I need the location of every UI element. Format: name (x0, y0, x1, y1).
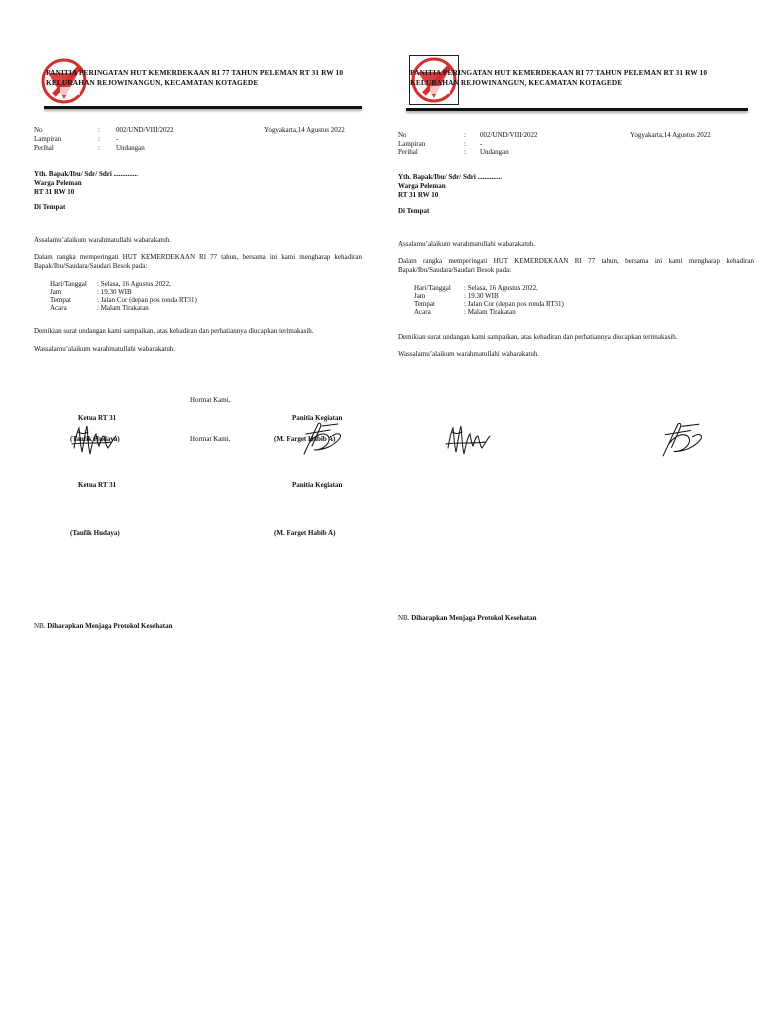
closing-paragraph: Demikian surat undangan kami sampaikan, atas kehadiran dan perhatiannya diucapkan terimakasih. (34, 327, 314, 335)
header-divider (406, 108, 748, 111)
lampiran-separator: : (98, 135, 100, 143)
perihal-label: Perihal (34, 144, 54, 152)
ketua-name: (Taufik Hudaya) (70, 529, 120, 537)
schedule-label: Acara (50, 304, 67, 312)
perihal-separator: : (464, 148, 466, 156)
invitation-letter-right (384, 0, 768, 1024)
place-date: Yogyakarta,14 Agustus 2022 (264, 126, 345, 134)
header-line-1: PANITIA PERINGATAN HUT KEMERDEKAAN RI 77 TAHUN PELEMAN RT 31 RW 10 (46, 68, 344, 77)
recipient-line-1: Yth. Bapak/Ibu/ Sdr/ Sdri .............. (398, 173, 503, 181)
no-label: No (398, 131, 407, 139)
schedule-value: : Selasa, 16 Agustus 2022, (97, 280, 171, 288)
ketua-title: Ketua RT 31 (78, 414, 117, 422)
no-separator: : (464, 131, 466, 139)
nb-note (398, 614, 537, 623)
perihal-label: Perihal (398, 148, 418, 156)
header-divider (44, 106, 362, 109)
greeting: Assalamu’alaikum warahmatullahi wabarakatuh. (34, 236, 172, 244)
lampiran-value: - (116, 135, 119, 143)
nb-prefix: NB. (34, 622, 46, 630)
intro-paragraph: Dalam rangka memperingati HUT KEMERDEKAAN RI 77 tahun, bersama ini kami mengharap kehadiran Bapak/Ibu/Saudara/Saudari Besok pada: (34, 253, 362, 270)
salam-penutup: Wassalamu’alaikum warahmatullahi wabarakatuh. (34, 345, 176, 353)
recipient-line-3: RT 31 RW 10 (34, 188, 75, 196)
nb-text: Diharapkan Menjaga Protokol Kesehatan (47, 622, 173, 630)
ketua-signature-icon (442, 422, 498, 458)
schedule-label: Acara (414, 308, 431, 316)
intro-paragraph: Dalam rangka memperingati HUT KEMERDEKAAN RI 77 tahun, bersama ini kami mengharap kehadiran Bapak/Ibu/Saudara/Saudari Besok pada: (398, 257, 754, 274)
recipient-line-4: Di Tempat (398, 207, 430, 215)
schedule-value: : Malam Tirakatan (97, 304, 149, 312)
perihal-value: Undangan (480, 148, 509, 156)
schedule-value: : 19.30 WIB (464, 292, 499, 300)
lampiran-label: Lampiran (398, 140, 426, 148)
perihal-separator: : (98, 144, 100, 152)
recipient-line-1: Yth. Bapak/Ibu/ Sdr/ Sdri .............. (34, 170, 139, 178)
no-separator: : (98, 126, 100, 134)
greeting: Assalamu’alaikum warahmatullahi wabarakatuh. (398, 240, 536, 248)
closing-paragraph: Demikian surat undangan kami sampaikan, atas kehadiran dan perhatiannya diucapkan terimakasih. (398, 333, 678, 341)
hormat-kami: Hormat Kami, (190, 435, 231, 443)
place-date: Yogyakarta,14 Agustus 2022 (630, 131, 711, 139)
schedule-value: : Selasa, 16 Agustus 2022, (464, 284, 538, 292)
no-value: 002/UND/VIII/2022 (116, 126, 174, 134)
recipient-line-2: Warga Peleman (34, 179, 82, 187)
schedule-label: Hari/Tanggal (50, 280, 87, 288)
hormat-kami: Hormat Kami, (190, 396, 231, 404)
lampiran-separator: : (464, 140, 466, 148)
recipient-line-2: Warga Peleman (398, 182, 446, 190)
lampiran-label: Lampiran (34, 135, 62, 143)
schedule-label: Jam (50, 288, 62, 296)
header-line-2: KELURAHAN REJOWINANGUN, KECAMATAN KOTAGEDE (410, 78, 623, 87)
ketua-title: Ketua RT 31 (78, 481, 117, 489)
schedule-value: : Jalan Cor (depan pos ronda RT31) (97, 296, 197, 304)
schedule-label: Jam (414, 292, 426, 300)
schedule-label: Tempat (50, 296, 71, 304)
schedule-label: Tempat (414, 300, 435, 308)
schedule-value: : 19.30 WIB (97, 288, 132, 296)
recipient-line-3: RT 31 RW 10 (398, 191, 439, 199)
nb-note (34, 622, 173, 631)
schedule-value: : Jalan Cor (depan pos ronda RT31) (464, 300, 564, 308)
ketua-name: (Taufik Hudaya) (70, 435, 120, 443)
perihal-value: Undangan (116, 144, 145, 152)
lampiran-value: - (480, 140, 483, 148)
header-line-2: KELURAHAN REJOWINANGUN, KECAMATAN KOTAGEDE (46, 78, 259, 87)
nb-text: Diharapkan Menjaga Protokol Kesehatan (411, 614, 537, 622)
salam-penutup: Wassalamu’alaikum warahmatullahi wabarakatuh. (398, 350, 540, 358)
schedule-label: Hari/Tanggal (414, 284, 451, 292)
schedule-value: : Malam Tirakatan (464, 308, 516, 316)
recipient-line-4: Di Tempat (34, 203, 66, 211)
panitia-title: Panitia Kegiatan (292, 481, 343, 489)
panitia-name: (M. Farget Habib A) (274, 435, 336, 443)
header-line-1: PANITIA PERINGATAN HUT KEMERDEKAAN RI 77 TAHUN PELEMAN RT 31 RW 10 (410, 68, 708, 77)
no-label: No (34, 126, 43, 134)
no-value: 002/UND/VIII/2022 (480, 131, 538, 139)
panitia-signature-icon (654, 420, 708, 460)
panitia-title: Panitia Kegiatan (292, 414, 343, 422)
nb-prefix: NB. (398, 614, 410, 622)
panitia-name: (M. Farget Habib A) (274, 529, 336, 537)
